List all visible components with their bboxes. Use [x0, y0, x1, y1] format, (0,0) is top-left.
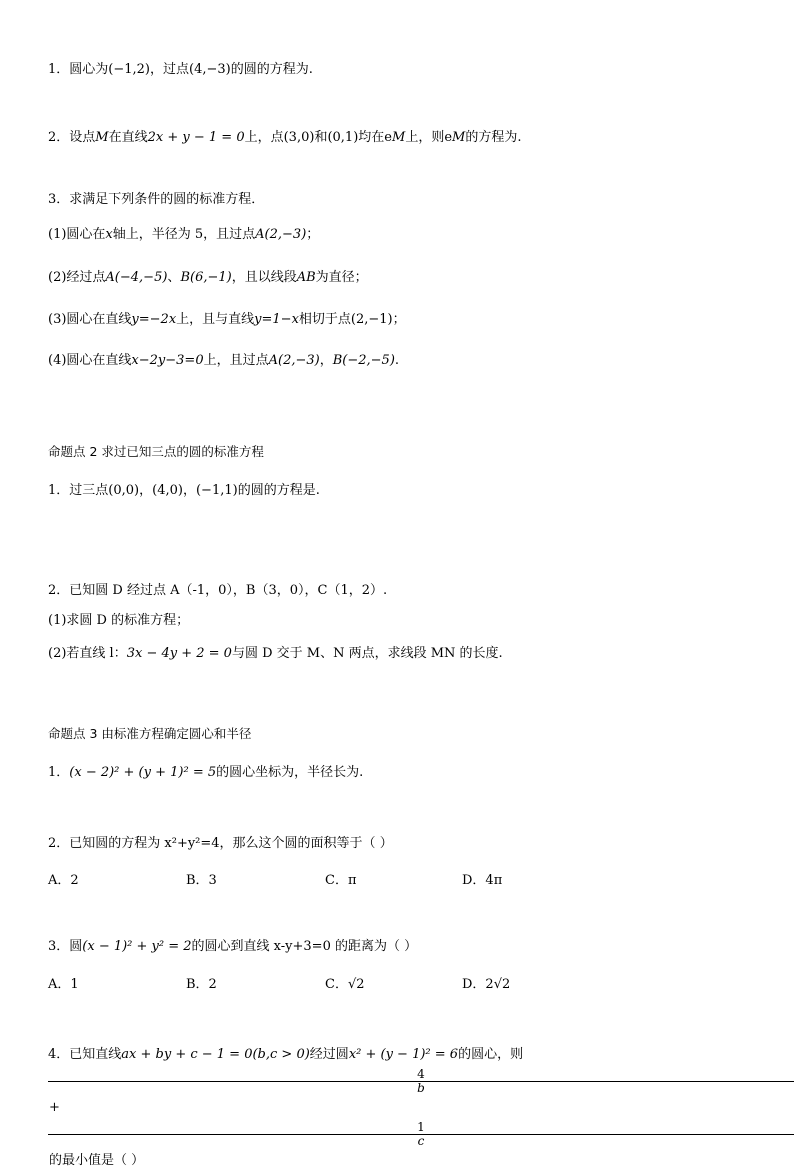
text: 和 — [314, 130, 328, 145]
question-number: 4．已知直线 — [48, 1047, 122, 1062]
text: 上，点 — [244, 130, 284, 145]
point: (0,0) — [108, 483, 140, 498]
text: ，过点 — [150, 62, 190, 77]
point: (2,−1) — [350, 312, 393, 327]
question-1-3-part-1 — [48, 226, 794, 244]
text: (4)圆心在直线 — [48, 353, 132, 368]
option-a: A．2 — [48, 873, 79, 888]
text: . — [359, 765, 364, 780]
question-2-2-part-2 — [48, 645, 794, 663]
text: 的最小值是（ ） — [49, 1153, 145, 1168]
text: . — [315, 483, 320, 498]
text: ，半径长为 — [294, 765, 360, 780]
question-3-1 — [48, 764, 794, 782]
question-2-2: 2．已知圆 D 经过点 A（-1，0），B（3，0），C（1，2）. — [48, 583, 388, 598]
option-c: C．π — [325, 873, 357, 888]
text: (1)圆心在 — [48, 227, 106, 242]
text: ，且以线段 — [231, 270, 297, 285]
denominator: c — [417, 1134, 425, 1148]
text: . — [517, 130, 522, 145]
option-a: A．1 — [48, 977, 79, 992]
text: 的圆心，则 — [458, 1047, 524, 1062]
text: ； — [306, 227, 320, 242]
point: A(2,−3) — [268, 353, 320, 368]
text: 的圆心到直线 x-y+3=0 的距离为（ ） — [191, 939, 418, 954]
text: . — [308, 62, 313, 77]
text: . — [394, 353, 400, 368]
text: 均在 — [358, 130, 385, 145]
text: ， — [319, 353, 333, 368]
text: 的圆心坐标为 — [216, 765, 295, 780]
line-equation: y=1−x — [254, 312, 299, 327]
numerator: 4 — [48, 1068, 794, 1082]
text: 上，且过点 — [203, 353, 269, 368]
line-equation: 2x + y − 1 = 0 — [147, 130, 245, 145]
circle-m: M — [392, 130, 406, 145]
fraction — [48, 1068, 794, 1095]
operator: + — [49, 1100, 60, 1115]
point: (4,0) — [152, 483, 183, 498]
text: 经过圆 — [309, 1047, 349, 1062]
fraction — [48, 1121, 794, 1148]
text: 为直径； — [315, 270, 368, 285]
denominator: b — [417, 1081, 425, 1095]
question-3-4 — [48, 1042, 794, 1174]
section-heading: 命题点 2 求过已知三点的圆的标准方程 — [48, 444, 264, 459]
option-d: D．2√2 — [462, 977, 511, 992]
point: A(2,−3) — [255, 227, 307, 242]
text: 上，且与直线 — [176, 312, 255, 327]
circle-m: M — [452, 130, 466, 145]
segment: AB — [296, 270, 316, 285]
question-number: 1． — [48, 62, 70, 77]
point: A(−4,−5) — [105, 270, 168, 285]
question-number: 3．圆 — [48, 939, 83, 954]
question-1-3-part-3 — [48, 311, 794, 329]
question-1-1 — [48, 61, 794, 79]
point: B(−2,−5) — [332, 353, 395, 368]
point: B(6,−1) — [180, 270, 232, 285]
line-equation: 3x − 4y + 2 = 0 — [126, 646, 232, 661]
line-equation: x−2y−3=0 — [131, 353, 204, 368]
line-equation: y=−2x — [131, 312, 177, 327]
question-2-2-part-1: (1)求圆 D 的标准方程； — [48, 613, 190, 628]
text: (2)经过点 — [48, 270, 106, 285]
text: 过三点 — [69, 483, 109, 498]
circle-symbol: e — [444, 130, 453, 145]
question-number: 1． — [48, 483, 70, 498]
question-1-2 — [48, 129, 794, 147]
variable: x — [105, 227, 113, 242]
text: 的圆的方程为 — [230, 62, 309, 77]
question-1-3-part-2 — [48, 269, 794, 287]
text: 、 — [167, 270, 181, 285]
text: 与圆 D 交于 M、N 两点，求线段 MN 的长度. — [231, 646, 503, 661]
text: ； — [392, 312, 406, 327]
circle-equation: (x − 1)² + y² = 2 — [82, 939, 192, 954]
text: (2)若直线 l： — [48, 646, 127, 661]
option-b: B．2 — [186, 977, 217, 992]
text: 在直线 — [108, 130, 148, 145]
question-number: 2． — [48, 130, 70, 145]
question-3-3 — [48, 938, 794, 956]
option-c: C．√2 — [325, 977, 365, 992]
point-m: M — [95, 130, 109, 145]
section-heading: 命题点 3 由标准方程确定圆心和半径 — [48, 726, 252, 741]
text: 的方程为 — [465, 130, 518, 145]
text: 的圆的方程是 — [237, 483, 316, 498]
text: 圆心为 — [69, 62, 109, 77]
point: (0,1) — [327, 130, 359, 145]
question-1-3-title: 3．求满足下列条件的圆的标准方程． — [48, 192, 265, 207]
text: 上，则 — [405, 130, 445, 145]
line-equation: ax + by + c − 1 = 0(b,c > 0) — [121, 1047, 310, 1062]
point: (−1,1) — [195, 483, 238, 498]
question-1-3-part-4 — [48, 352, 794, 370]
point: (3,0) — [283, 130, 315, 145]
center-point: (−1,2) — [108, 62, 151, 77]
text: 轴上，半径为 5，且过点 — [112, 227, 256, 242]
numerator: 1 — [48, 1121, 794, 1135]
text: 相切于点 — [298, 312, 351, 327]
text: 设点 — [69, 130, 96, 145]
circle-equation: x² + (y − 1)² = 6 — [348, 1047, 459, 1062]
circle-symbol: e — [384, 130, 392, 145]
text: (3)圆心在直线 — [48, 312, 132, 327]
option-d: D．4π — [462, 873, 503, 888]
question-number: 1． — [48, 765, 70, 780]
question-2-1 — [48, 482, 794, 500]
pass-point: (4,−3) — [189, 62, 231, 77]
option-b: B．3 — [186, 873, 217, 888]
text: ， — [139, 483, 153, 498]
question-3-2: 2．已知圆的方程为 x²+y²=4，那么这个圆的面积等于（ ） — [48, 836, 393, 851]
text: ， — [182, 483, 196, 498]
circle-equation: (x − 2)² + (y + 1)² = 5 — [69, 765, 217, 780]
